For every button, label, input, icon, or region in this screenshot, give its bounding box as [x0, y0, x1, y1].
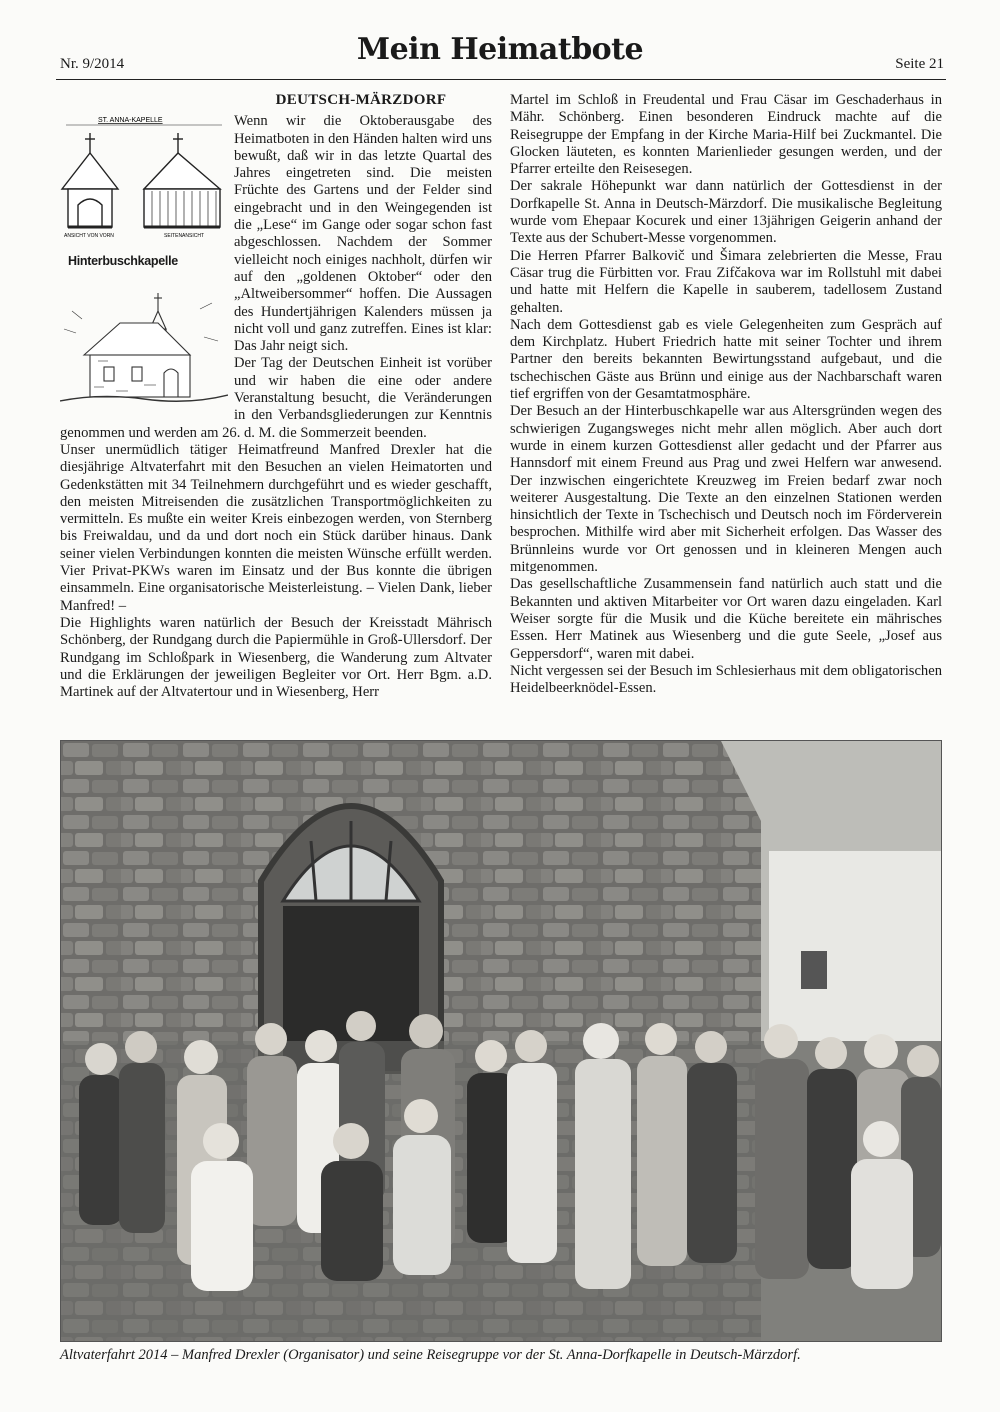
view-side-label: SEITENANSICHT [164, 233, 205, 240]
article-title: DEUTSCH-MÄRZDORF [275, 92, 447, 108]
article-paragraph-4: Die Highlights waren natürlich der Besuch der Kreisstadt Mährisch Schönberg, der Rundgang durch die Papiermühle in Groß-Ullersdorf. Der Rundgang im Schloßpark in Wiesenberg, die Wanderung zum Altvater und die Erklärungen der jeweiligen Begleiter vor Ort. Herr Bgm. a.D. Martinek auf der Altvatertour und in Wiesenberg, Herr [60, 614, 492, 701]
article-paragraph-10: Das gesellschaftliche Zusammensein fand natürlich auch statt und die Bekannten und aktiven Mitarbeiter vor Ort waren dazu eingeladen. Karl Weiser sorgte für die Musik und die Küche bereitete ein mährisches Essen. Herr Matinek aus Wiesenberg und die gute Seele, „Josef aus Geppersdorf“, waren mit dabei. [510, 576, 942, 662]
right-column [510, 92, 942, 697]
article-paragraph-1: Wenn wir die Oktoberausgabe des Heimatboten in den Händen halten wird uns bewußt, daß wir in das letzte Quartal des Jahres eingetreten sind. Die meisten Früchte des Gartens und der Felder sind eingebracht und in den Weingegenden ist die „Lese“ im Gange oder sogar schon fast abgeschlossen. Nachdem der Sommer vielleicht noch einiges nachholt, dürfen wir auf den „goldenen Oktober“ oder den „Altweibersommer“ hoffen. Die Aussagen des Hundertjährigen Kalenders müssen ja nicht voll und ganz zutreffen. Eines ist klar: Das Jahr neigt sich. [234, 113, 492, 355]
group-photo [60, 740, 942, 1342]
issue-number: Nr. 9/2014 [60, 56, 125, 72]
hinterbusch-chapel-sketch [60, 289, 228, 409]
article-paragraph-2: Der Tag der Deutschen Einheit ist vorüber und wir haben die eine oder andere Veranstaltung besucht, die Veränderungen in den Verbandsgliederungen zur Kenntnis genommen und werden am 26. d. M. die Sommerzeit beenden. [60, 355, 492, 441]
article-paragraph-11: Nicht vergessen sei der Besuch im Schlesierhaus mit dem obligatorischen Heidelbeerknödel-Essen. [510, 662, 942, 697]
article-paragraph-8: Nach dem Gottesdienst gab es viele Gelegenheiten zum Gespräch auf dem Kirchplatz. Hubert Friedrich hatte mit seiner Tochter und ihrem Partner den bereits bekannten Bewirtungsstand aufgebaut, und die tschechischen Gäste aus Brünn und einige aus der Nachbarschaft waren tief ergriffen von der Gesamtatmosphäre. [510, 316, 942, 403]
photo-caption: Altvaterfahrt 2014 – Manfred Drexler (Organisator) und seine Reisegruppe vor der St. Anna-Dorfkapelle in Deutsch-Märzdorf. [60, 1347, 801, 1363]
header-rule [56, 79, 946, 80]
chapel-label: ST. ANNA-KAPELLE [98, 117, 163, 125]
article-paragraph-9: Der Besuch an der Hinterbuschkapelle war aus Altersgründen wegen des schwierigen Zugangsweges nicht mehr allen möglich. Aber auch dort wurde in einem kurzen Gottesdienst aller gedacht und der Pfarrer aus Hannsdorf mit einem Freund aus Prag und zwei Helfern war anwesend. Der inzwischen eingerichtete Kreuzweg im Freien bedarf zwar noch weiterer Ausgestaltung. Die Texte an den einzelnen Stationen werden hinsichtlich der Texte in Tschechisch und Deutsch noch im Förderverein besprochen. Mithilfe wird aber mit Sicherheit erfolgen. Das Wasser des Brünnleins wurde vor Ort genossen und in kleineren Mengen auch mitgenommen. [510, 403, 942, 576]
article-paragraph-3: Unser unermüdlich tätiger Heimatfreund Manfred Drexler hat die diesjährige Altvaterfahrt mit den Besuchen an vielen Heimatorten und Gedenkstätten mit 34 Teilnehmern durchgeführt und es wieder geschafft, den meisten Mitreisenden die zusätzlichen Transportmöglichkeiten zu vermitteln. Es mußte ein weiter Kreis einbezogen werden, von Sternberg bis Freiwaldau, und da und dort noch ein Stück darüber hinaus. Dank seiner vielen Verbindungen konnten die meisten Wünsche erfüllt werden. Vier Privat-PKWs waren im Einsatz und der Bus konnte die übrigen einsammeln. Eine organisatorische Meisterleistung. – Vielen Dank, lieber Manfred! – [60, 441, 492, 614]
left-column [60, 92, 492, 701]
article-paragraph-5: Martel im Schloß in Freudental und Frau Cäsar im Geschaderhaus in Mähr. Schönberg. Einen besonderen Eindruck machte auf die Reisegruppe der Empfang in der Kirche Maria-Hilf bei Zuckmantel. Die Glocken läuteten, es konnten Marienlieder gesungen werden, und der Pfarrer erteilte den Reisesegen. [510, 92, 942, 178]
article-paragraph-6: Der sakrale Höhepunkt war dann natürlich der Gottesdienst in der Dorfkapelle St. Anna in Deutsch-Märzdorf. Die musikalische Begleitung wurde vom Ehepaar Kocurek und einer 13jährigen Geigerin anhand der Texte aus der Schubert-Messe vorgenommen. [510, 178, 942, 247]
page-number: Seite 21 [895, 56, 944, 72]
chapel-elevation-drawing [60, 113, 228, 243]
article-paragraph-7: Die Herren Pfarrer Balkovič und Šimara zelebrierten die Messe, Frau Cäsar trug die Fürbitten vor. Frau Zifčakova war im Rollstuhl mit dabei und hatte mit Helfern die Kapelle in sauberem, tadellosem Zustand gehalten. [510, 247, 942, 316]
view-front-label: ANSICHT VON VORN [64, 233, 114, 240]
masthead-logo: Mein Heimatbote [356, 32, 644, 67]
figure-caption: Hinterbuschkapelle [68, 254, 178, 269]
page-header [0, 0, 1000, 80]
group-photo-illustration [61, 741, 941, 1341]
chapel-figure [60, 113, 228, 411]
